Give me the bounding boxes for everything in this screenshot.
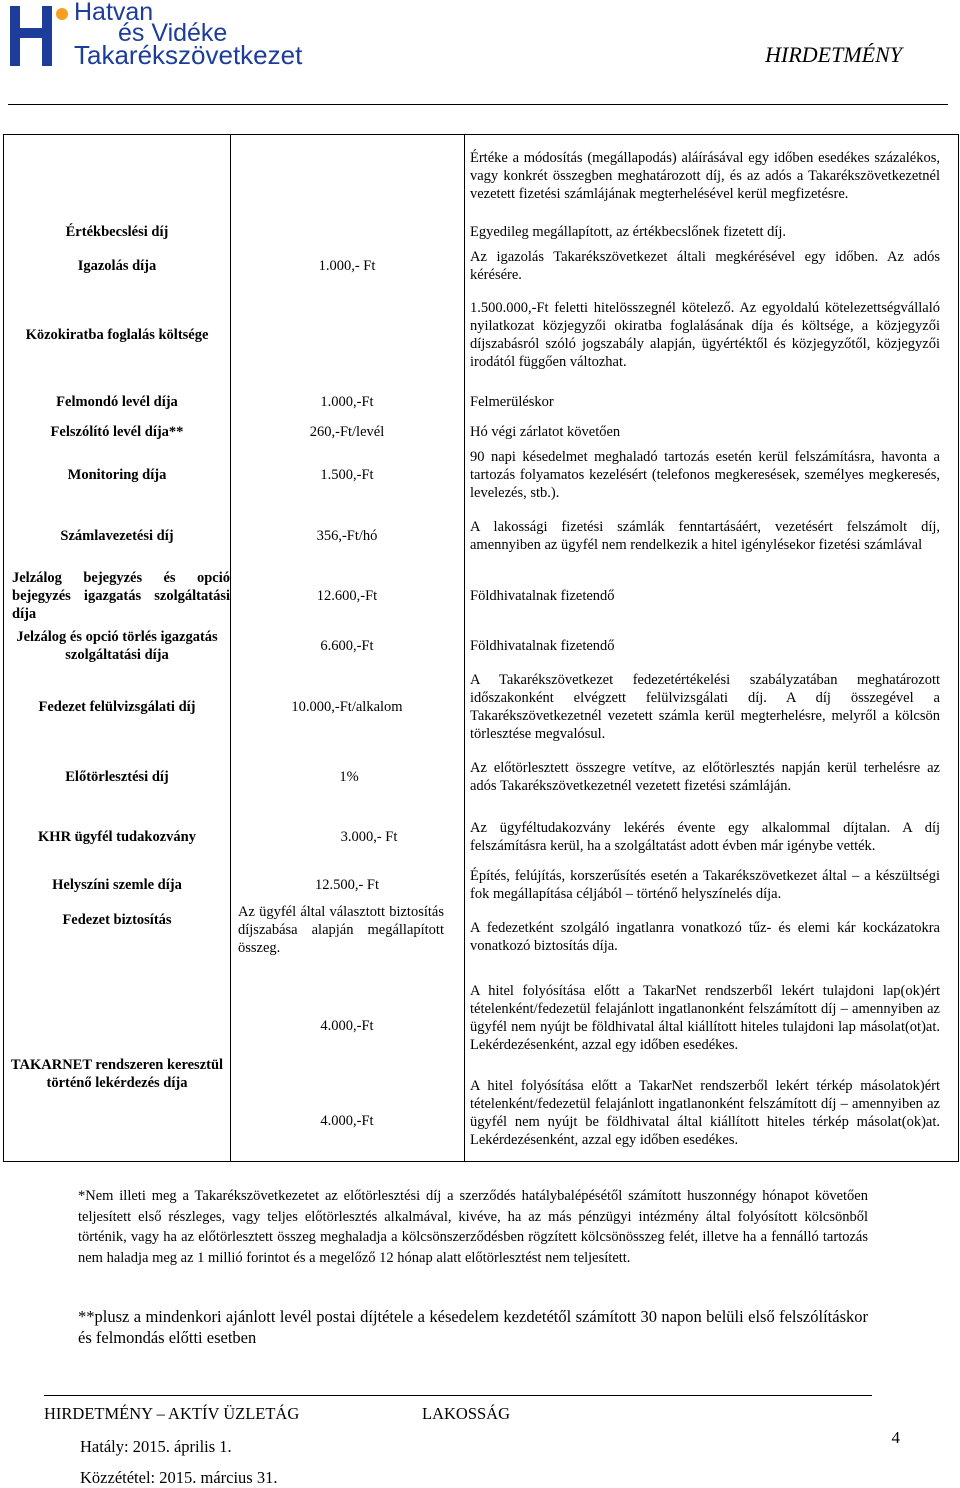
footer-segment: LAKOSSÁG — [422, 1404, 511, 1423]
fee-description-text: Az igazolás Takarékszövetkezet általi megkérésével egy időben. Az adós kérésére. — [470, 249, 940, 283]
fee-price — [230, 445, 464, 505]
fee-price-text: 10.000,-Ft/alkalom — [291, 699, 403, 715]
fee-description-text: Földhivatalnak fizetendő — [470, 638, 615, 654]
fee-description-text: Egyedileg megállapított, az értékbecslőnek fizetett díj. — [470, 224, 787, 240]
fee-description — [470, 625, 940, 667]
fee-price-text: 4.000,-Ft — [320, 1113, 374, 1129]
footer-divider — [44, 1395, 872, 1396]
fee-price — [230, 625, 464, 667]
bank-logo-icon — [4, 2, 70, 70]
table-row — [4, 505, 958, 567]
fee-name — [4, 419, 230, 445]
fee-description — [470, 285, 940, 385]
logo-line-3: Takarékszövetkezet — [74, 40, 303, 70]
fee-price — [294, 807, 444, 867]
fee-price — [304, 747, 394, 807]
fee-description-text: 1.500.000,-Ft feletti hitelösszegnél kötelező. Az egyoldalú kötelezettségvállaló nyilatkozat közjegyzői okiratba foglalásának díja és költsége, a közjegyzői díjszabásról szóló jogszabály alapján, ügyértéktől és közjegyzőtől, közjegyzői irodától függően változhat. — [470, 300, 940, 370]
fee-price — [230, 1065, 464, 1169]
table-row — [4, 419, 958, 445]
table-row — [4, 903, 958, 971]
fee-description — [470, 903, 940, 971]
fee-description — [470, 385, 940, 419]
table-row — [4, 285, 958, 385]
footer-title: HIRDETMÉNY – AKTÍV ÜZLETÁG — [44, 1404, 300, 1423]
fee-description — [470, 867, 940, 903]
fee-name-text: Fedezet felülvizsgálati díj — [38, 699, 196, 715]
fee-description-text: A hitel folyósítása előtt a TakarNet rendszerből lekért tulajdoni lap(ok)ért tételenként/fedezetül felajánlott ingatlanonként felszámított díj – amennyiben az ügyfél nem nyújt be földhivatal által kiállított hiteles tulajdoni lap másolat(ot)at. Lekérdezésenként, azzal egy időben esedékes. — [470, 983, 940, 1053]
fee-description-text: Hó végi zárlatot követően — [470, 424, 621, 440]
header-divider — [8, 104, 948, 105]
fee-description-text: A Takarékszövetkezet fedezetértékelési szabályzatában meghatározott időszakonként elvégzett felülvizsgálati díj. A díj összegével a Takarékszövetkezetnél vezetett számla kerül megterhelésre, melyről a kölcsön törlesztése megvalósul. — [470, 672, 940, 742]
fee-name-text: Felszólító levél díja** — [50, 424, 184, 440]
fee-name — [4, 625, 230, 667]
fee-name — [4, 217, 230, 247]
fee-price-text: 1.000,-Ft — [320, 394, 374, 410]
fee-description-text: Az ügyféltudakozvány lekérés évente egy alkalommal díjtalan. A díj felszámításra kerül, ha a szolgáltatást adott évben már igénybe vették. — [470, 820, 940, 854]
fee-price-text: 1.500,-Ft — [320, 467, 374, 483]
document-title: HIRDETMÉNY — [765, 42, 902, 67]
logo-line-1: Hatvan — [74, 0, 154, 26]
fee-price — [230, 567, 464, 625]
fee-description-text: 90 napi késedelmet meghaladó tartozás esetén kerül felszámításra, havonta a tartozás folyamatos kezelésért (telefonos megkeresések, személyes megkeresés, levelezés, stb.). — [470, 449, 940, 501]
table-row — [4, 247, 958, 285]
fee-name-text: Értékbecslési díj — [65, 224, 169, 240]
fee-name — [4, 747, 230, 807]
fee-price — [230, 667, 464, 747]
fee-description — [470, 247, 940, 285]
fee-description-text: Földhivatalnak fizetendő — [470, 588, 615, 604]
footer-effective-date: Hatály: 2015. április 1. — [80, 1437, 232, 1456]
fee-name-text: Igazolás díja — [77, 258, 157, 274]
fee-name-text: Monitoring díja — [67, 467, 167, 483]
fee-description-text: Építés, felújítás, korszerűsítés esetén a Takarékszövetkezet által – a készültségi fok megállapítása céljából – történő helyszínelés díja. — [470, 868, 940, 902]
fee-name-text: Előtörlesztési díj — [65, 769, 169, 785]
fee-description — [470, 1065, 940, 1161]
fee-description — [470, 135, 940, 217]
fee-price-text: 12.500,- Ft — [314, 877, 380, 893]
prepayment-footnote: *Nem illeti meg a Takarékszövetkezetet az előtörlesztési díj a szerződés hatálybalépésétől számított huszonnégy hónapot követően teljesített első részleges, vagy teljes előtörlesztés alkalmával, kivéve, ha az más pénzügyi intézmény által folyósított kölcsönből történik, vagy ha az előtörlesztett összeg meghaladja a kölcsönszerződésben rögzített kölcsönösszeg felét, illetve ha a fennálló tartozás nem haladja meg az 1 millió forintot és a megelőző 12 hónap alatt előtörlesztést nem teljesített. — [78, 1188, 868, 1266]
fee-description-text: A fedezetként szolgáló ingatlanra vonatkozó tűz- és elemi kár kockázatokra vonatkozó biztosítás díja. — [470, 920, 940, 954]
fee-description — [470, 419, 940, 445]
fee-price — [230, 385, 464, 419]
fee-price-text: 1.000,- Ft — [318, 258, 376, 274]
table-row — [4, 217, 958, 247]
table-row — [4, 385, 958, 419]
fee-price — [230, 505, 464, 567]
table-row — [4, 567, 958, 625]
fee-table — [3, 134, 959, 1162]
fee-description — [470, 567, 940, 625]
fee-description — [470, 445, 940, 505]
fee-name-text: Fedezet biztosítás — [62, 912, 172, 928]
table-row — [4, 747, 958, 807]
fee-price-text: 1% — [339, 769, 359, 785]
fee-description-text: A hitel folyósítása előtt a TakarNet rendszerből lekért térkép másolatok)ért tételenként/fedezetül felajánlott ingatlanonként felszámított díj – amennyiben az ügyfél nem nyújt be földhivatal által kiállított hiteles térkép másolat(ok)at. Lekérdezésenként, azzal egy időben esedékes. — [470, 1078, 940, 1148]
table-row — [4, 445, 958, 505]
bank-logo — [4, 0, 304, 74]
table-row — [4, 971, 958, 1091]
table-row — [4, 625, 958, 667]
table-row — [4, 807, 958, 867]
fee-description — [470, 217, 940, 247]
fee-price-text: 3.000,- Ft — [340, 829, 398, 845]
table-row — [4, 135, 958, 217]
fee-name-text: Számlavezetési díj — [60, 528, 174, 544]
fee-name — [4, 667, 230, 747]
fee-description-text: Az előtörlesztett összegre vetítve, az előtörlesztés napján kerül terhelésre az adós Takarékszövetkezetnél vezetett fizetési számláján. — [470, 760, 940, 794]
fee-price-text: 4.000,-Ft — [320, 1018, 374, 1034]
fee-price — [230, 867, 464, 903]
fee-name-text: Közokiratba foglalás költsége — [25, 327, 209, 343]
fee-price — [230, 971, 464, 1073]
fee-name — [4, 285, 230, 385]
fee-name-text: Jelzálog bejegyzés és opció bejegyzés igazgatás szolgáltatási díja — [12, 570, 230, 622]
fee-description — [470, 505, 940, 567]
fee-name — [4, 903, 230, 979]
fee-description-text: A lakossági fizetési számlák fenntartásáért, vezetésért felszámolt díj, amennyiben az ügyfél nem rendelkezik a hitel igénylésekor fizetési számlával — [470, 519, 940, 553]
fee-description — [470, 667, 940, 747]
fee-name — [4, 867, 230, 903]
fee-name — [4, 247, 230, 285]
fee-name — [4, 505, 230, 567]
fee-price — [238, 903, 444, 971]
fee-name-text: Felmondó levél díja — [56, 394, 178, 410]
fee-name-text: TAKARNET rendszeren keresztül történő lekérdezés díja — [10, 1057, 224, 1091]
fee-name — [4, 445, 230, 505]
fee-name-text: Jelzálog és opció törlés igazgatás szolgáltatási díja — [16, 629, 218, 663]
fee-price-text: Az ügyfél által választott biztosítás díjszabása alapján megállapított összeg. — [238, 904, 444, 956]
table-row — [4, 867, 958, 903]
fee-description — [470, 807, 940, 867]
fee-price-text: 6.600,-Ft — [320, 638, 374, 654]
fee-name-text: KHR ügyfél tudakozvány — [38, 829, 196, 845]
fee-price — [230, 419, 464, 445]
fee-name-text: Helyszíni szemle díja — [52, 877, 182, 893]
table-row — [4, 667, 958, 747]
fee-description — [470, 971, 940, 1065]
fee-price-text: 12.600,-Ft — [316, 588, 378, 604]
fee-name — [4, 567, 230, 625]
fee-description-text: Értéke a módosítás (megállapodás) aláírásával egy időben esedékes százalékos, vagy konkrét összegben meghatározott díj, és az adós a Takarékszövetkezetnél vezetett fizetési számlájának megterhelésével kerül megfizetésre. — [470, 150, 940, 202]
table-row — [4, 1065, 958, 1161]
footer-published-date: Közzététel: 2015. március 31. — [80, 1468, 278, 1487]
page-number: 4 — [891, 1428, 900, 1447]
logo-line-2: és Vidéke — [118, 19, 228, 47]
fee-price-text: 260,-Ft/levél — [309, 424, 385, 440]
fee-description — [470, 747, 940, 807]
fee-name — [4, 807, 230, 867]
fee-price-text: 356,-Ft/hó — [316, 528, 378, 544]
fee-name — [4, 385, 230, 419]
letter-fee-footnote: **plusz a mindenkori ajánlott levél postai díjtétele a késedelem kezdetétől számított 30 napon belüli első felszólításkor és felmondás előtti esetben — [78, 1307, 868, 1347]
fee-price — [230, 247, 464, 285]
fee-description-text: Felmerüléskor — [470, 394, 554, 410]
